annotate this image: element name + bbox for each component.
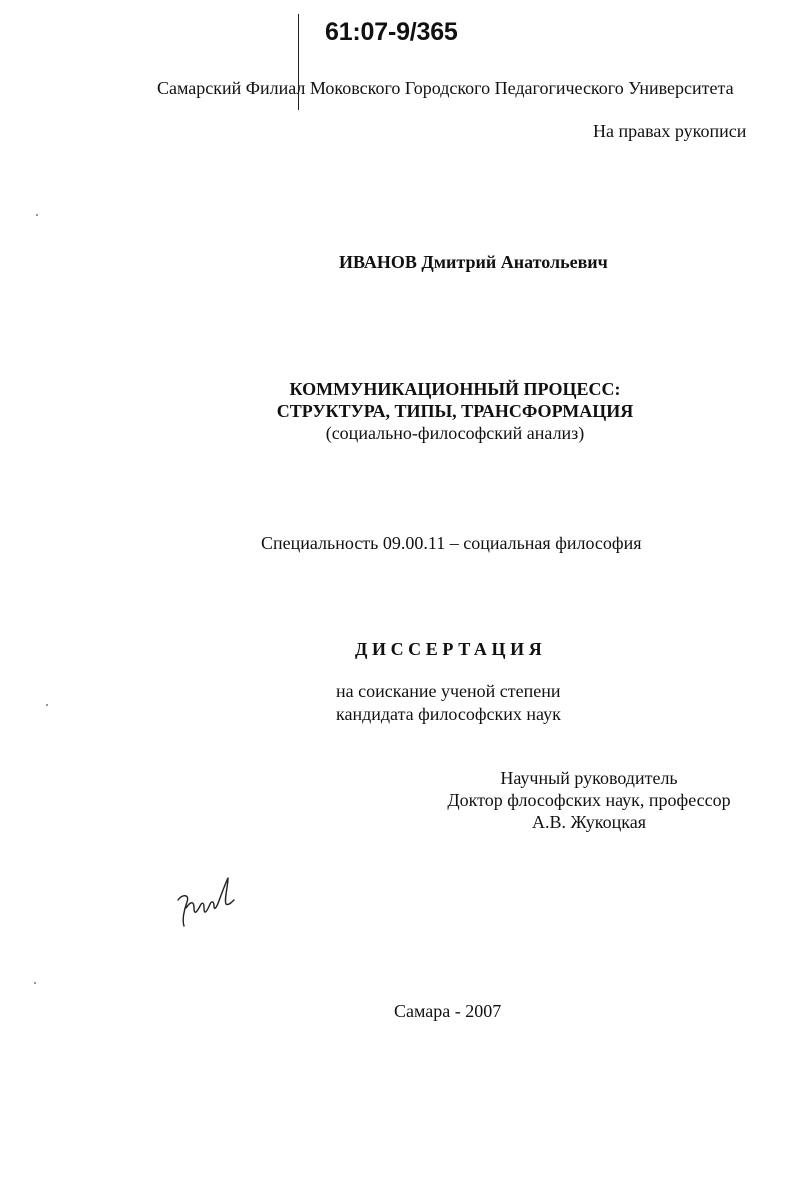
supervisor-role: Научный руководитель	[500, 768, 678, 788]
degree-line-2: кандидата философских наук	[336, 704, 561, 724]
handwritten-signature	[170, 870, 240, 930]
author-name: ИВАНОВ Дмитрий Анатольевич	[339, 252, 608, 272]
university-name: Самарский Филиал Моковского Городского Педагогического Университета	[157, 78, 734, 98]
degree-line-1: на соискание ученой степени	[336, 681, 561, 701]
city-year: Самара - 2007	[394, 1001, 502, 1021]
supervisor-degree: Доктор флософских наук, профессор	[447, 790, 731, 810]
dissertation-label: ДИССЕРТАЦИЯ	[355, 639, 547, 659]
scan-speck	[36, 214, 38, 216]
thesis-title-line-2: СТРУКТУРА, ТИПЫ, ТРАНСФОРМАЦИЯ	[276, 401, 634, 421]
specialty-line: Специальность 09.00.11 – социальная философия	[261, 533, 642, 553]
scan-speck	[34, 982, 36, 984]
thesis-title-line-1: КОММУНИКАЦИОННЫЙ ПРОЦЕСС:	[289, 379, 621, 399]
supervisor-name: А.В. Жукоцкая	[532, 812, 646, 832]
scan-speck	[46, 704, 48, 706]
thesis-title-block	[250, 378, 660, 444]
thesis-subtitle: (социально-философский анализ)	[325, 423, 585, 443]
manuscript-rights-note: На правах рукописи	[593, 121, 747, 141]
supervisor-block	[447, 767, 731, 833]
archive-code: 61:07-9/365	[325, 18, 458, 46]
